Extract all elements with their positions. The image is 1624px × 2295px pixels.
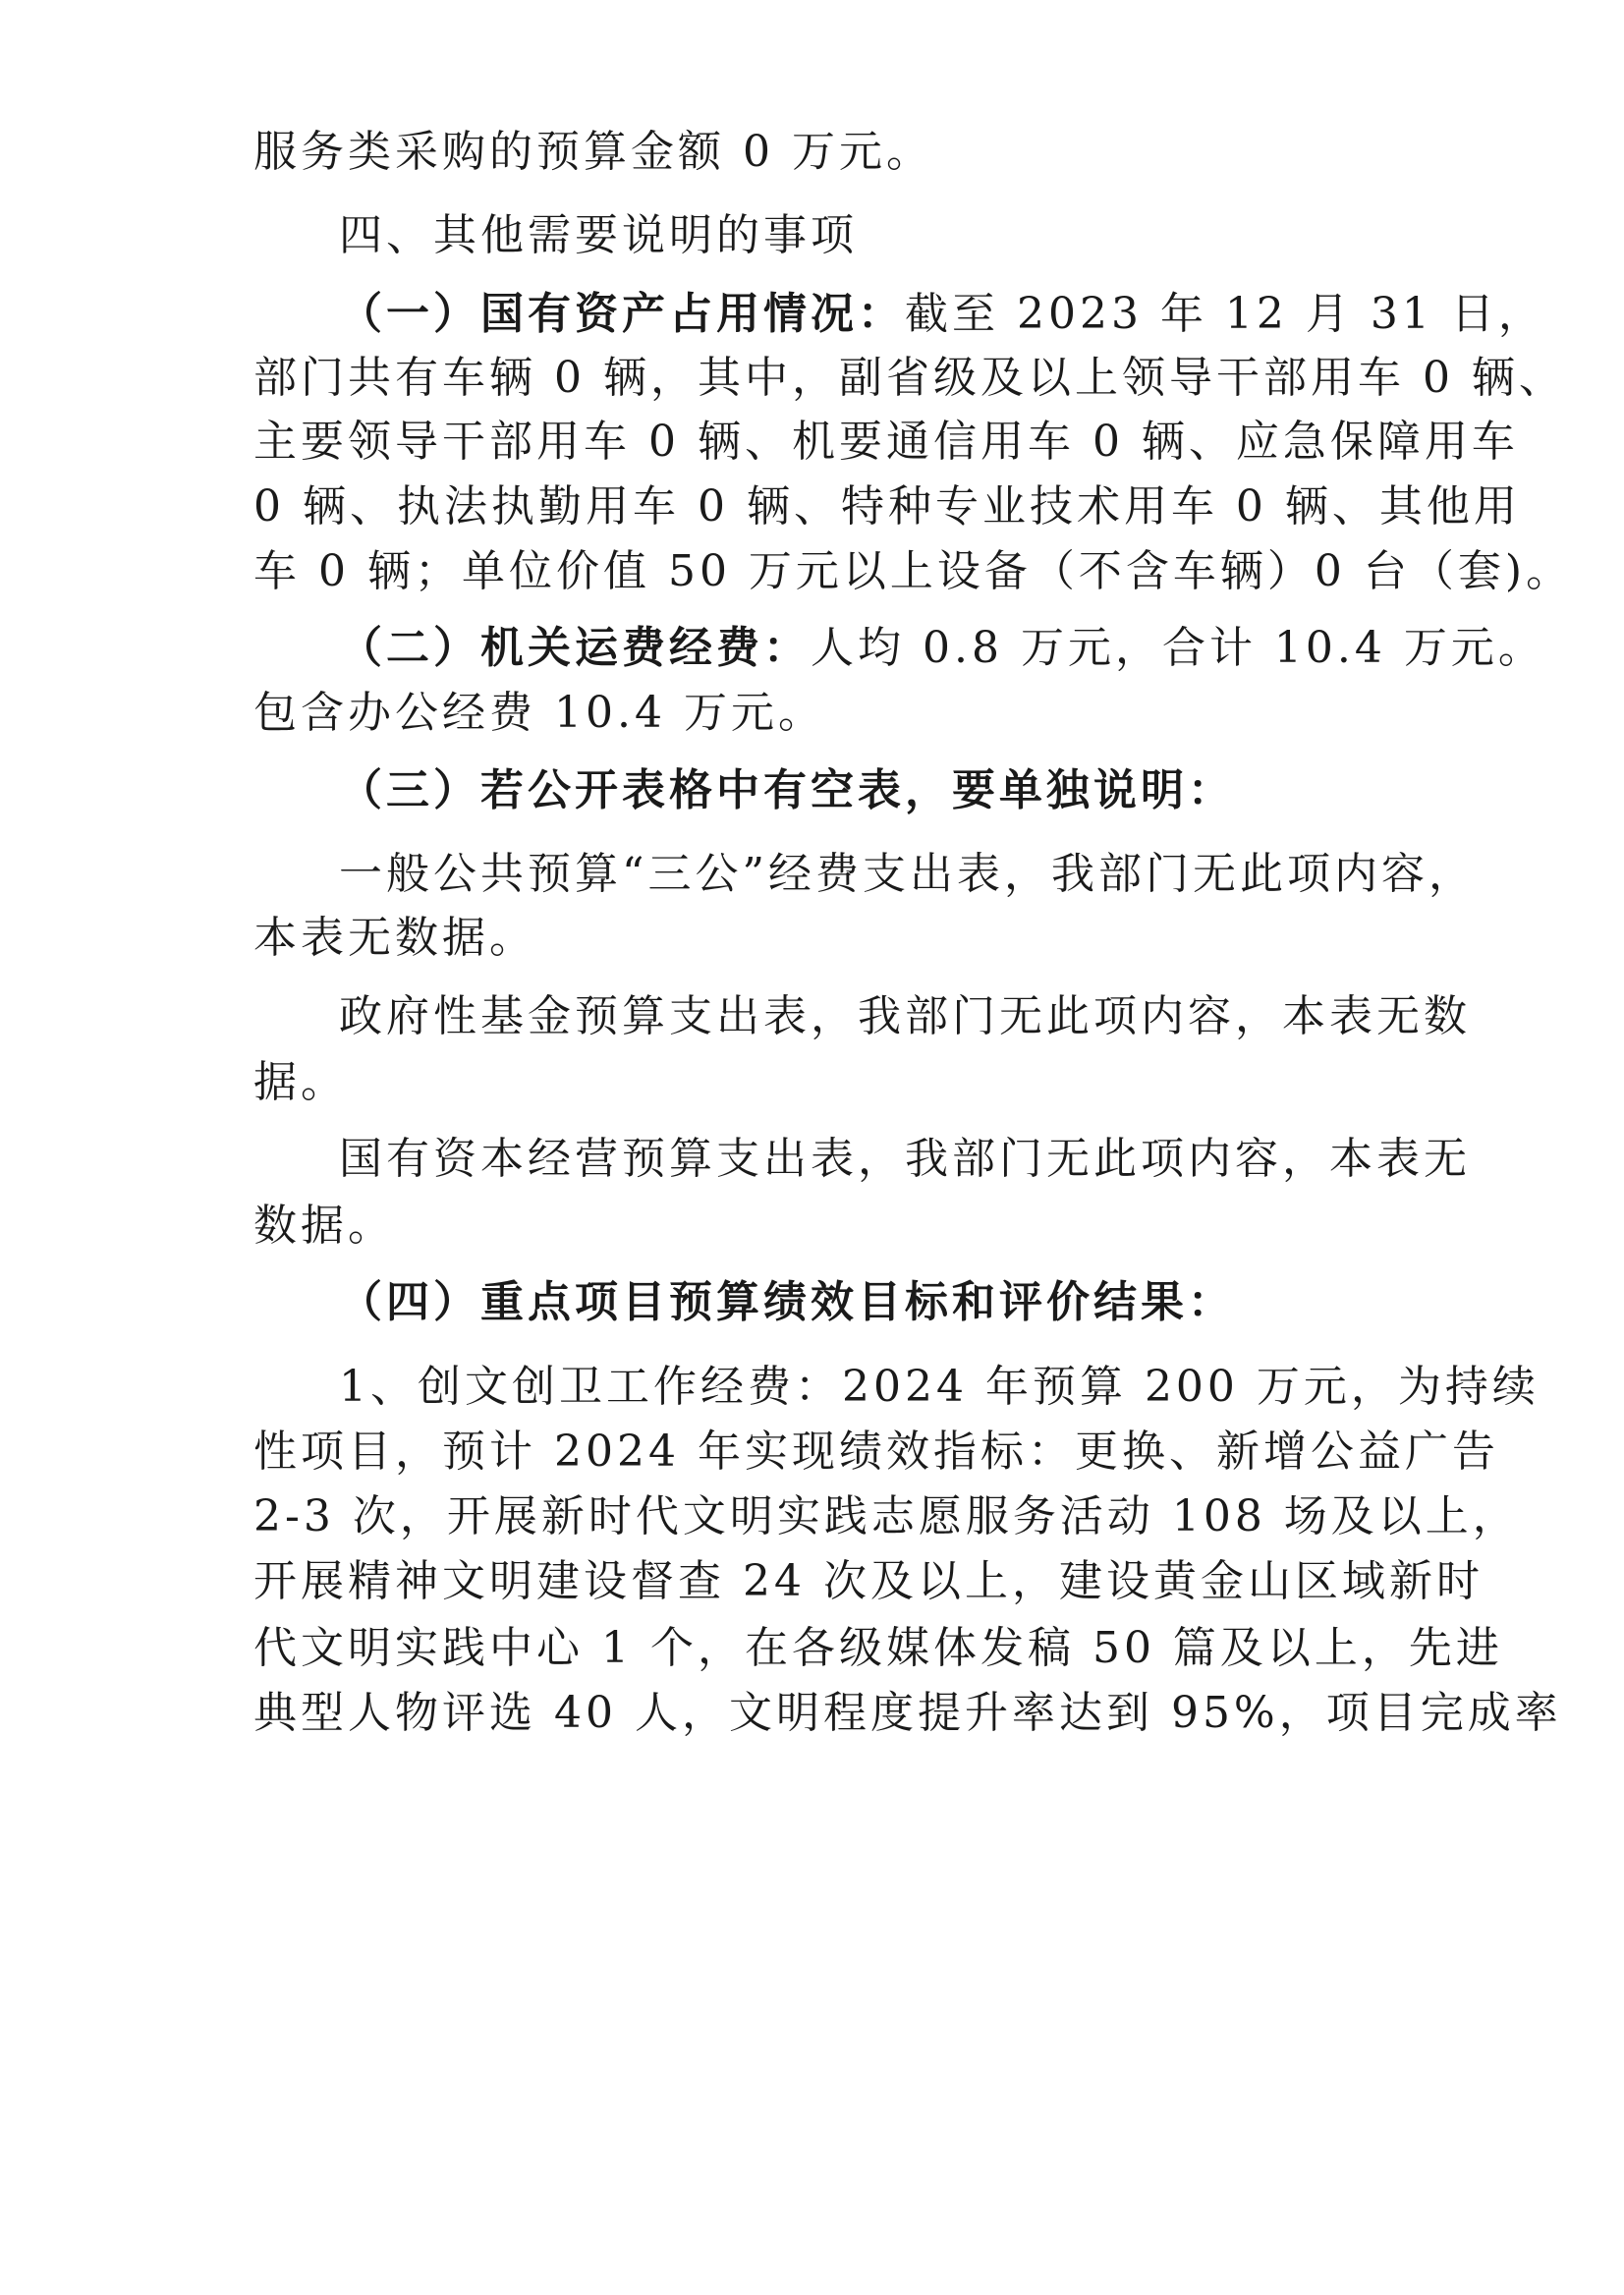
text-line: 2-3 次，开展新时代文明实践志愿服务活动 108 场及以上， bbox=[253, 1491, 1520, 1541]
text-line: 一般公共预算“三公”经费支出表，我部门无此项内容， bbox=[339, 849, 1476, 899]
paragraph-assets-first-line bbox=[339, 285, 1545, 344]
text-line: 本表无数据。 bbox=[253, 913, 536, 963]
text-line: 据。 bbox=[253, 1057, 348, 1107]
text-line: 数据。 bbox=[253, 1201, 395, 1251]
section-heading-4: 四、其他需要说明的事项 bbox=[339, 210, 858, 260]
text-line: 开展精神文明建设督查 24 次及以上，建设黄金山区域新时 bbox=[253, 1556, 1484, 1606]
text-line: 典型人物评选 40 人，文明程度提升率达到 95%，项目完成率 bbox=[253, 1688, 1562, 1738]
text-line: 服务类采购的预算金额 0 万元。 bbox=[253, 127, 933, 177]
subheading-assets: （一）国有资产占用情况： bbox=[339, 289, 905, 339]
paragraph-operating-first-line bbox=[339, 619, 1545, 678]
text-line: 主要领导干部用车 0 辆、机要通信用车 0 辆、应急保障用车 bbox=[253, 417, 1519, 467]
text-line: 部门共有车辆 0 辆，其中，副省级及以上领导干部用车 0 辆、 bbox=[253, 353, 1566, 403]
text-line: 0 辆、执法执勤用车 0 辆、特种专业技术用车 0 辆、其他用 bbox=[253, 481, 1521, 532]
subheading-empty-tables: （三）若公开表格中有空表，要单独说明： bbox=[339, 765, 1235, 815]
text-line: 包含办公经费 10.4 万元。 bbox=[253, 688, 825, 738]
text-span: 人均 0.8 万元，合计 10.4 万元。 bbox=[811, 623, 1545, 673]
text-line: 国有资本经营预算支出表，我部门无此项内容，本表无 bbox=[339, 1134, 1471, 1184]
text-line: 政府性基金预算支出表，我部门无此项内容，本表无数 bbox=[339, 991, 1471, 1041]
subheading-key-projects: （四）重点项目预算绩效目标和评价结果： bbox=[339, 1277, 1235, 1327]
subheading-operating: （二）机关运费经费： bbox=[339, 623, 811, 673]
text-line: 1、创文创卫工作经费：2024 年预算 200 万元，为持续 bbox=[339, 1362, 1540, 1412]
text-line: 代文明实践中心 1 个，在各级媒体发稿 50 篇及以上，先进 bbox=[253, 1623, 1503, 1673]
text-line: 性项目，预计 2024 年实现绩效指标：更换、新增公益广告 bbox=[253, 1427, 1499, 1477]
text-line: 车 0 辆；单位价值 50 万元以上设备（不含车辆）0 台（套)。 bbox=[253, 546, 1574, 596]
text-span: 截至 2023 年 12 月 31 日， bbox=[905, 289, 1545, 339]
